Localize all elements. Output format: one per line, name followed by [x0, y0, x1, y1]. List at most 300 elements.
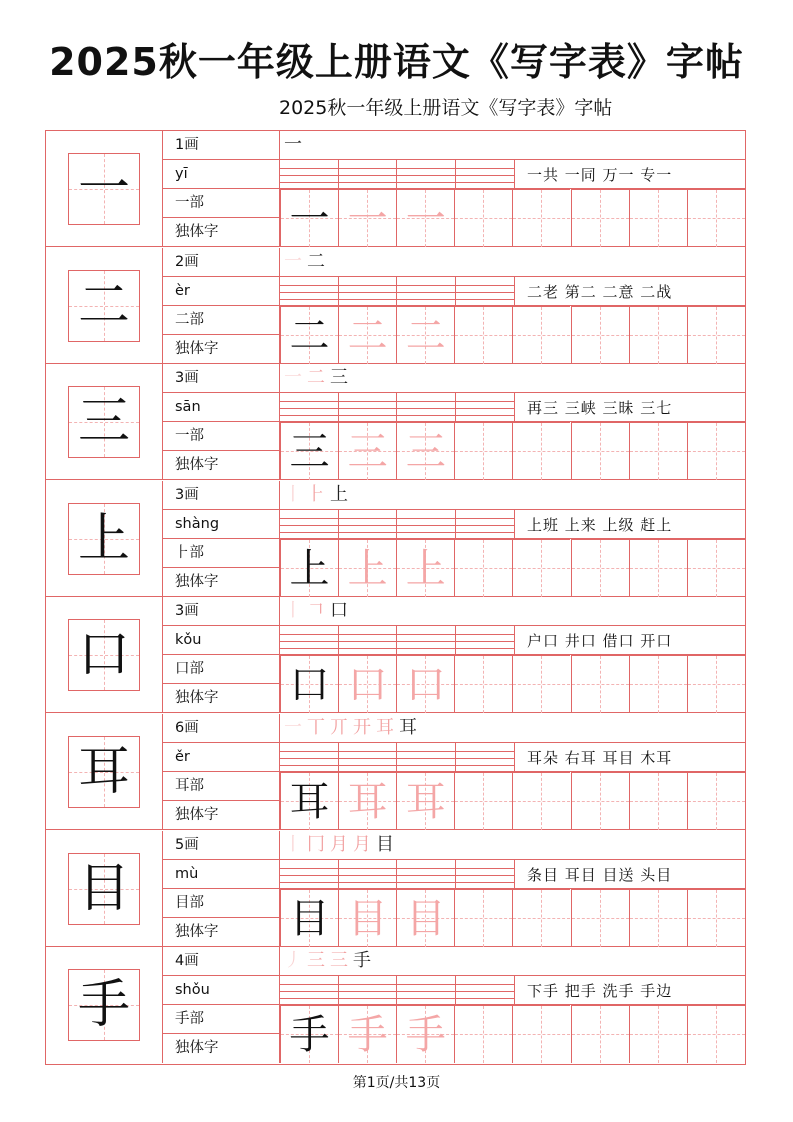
practice-box [338, 422, 396, 480]
pinyin-label: mù [163, 860, 279, 889]
guide-line [600, 773, 601, 830]
practice-box [629, 772, 687, 830]
pinyin-divider [455, 743, 456, 772]
pinyin-label: sān [163, 393, 279, 422]
stroke-step: 丨 [284, 600, 302, 622]
practice-box [687, 306, 745, 364]
tracing-character: 耳 [347, 779, 388, 825]
stroke-order-band [280, 831, 745, 860]
stroke-count: 4画 [163, 947, 279, 976]
structure-label: 独体字 [175, 224, 219, 240]
stroke-count: 3画 [163, 364, 279, 393]
word-examples: 再三 三峡 三昧 三七 [514, 393, 745, 422]
character-info [163, 714, 280, 830]
pinyin-line [280, 984, 514, 985]
practice-box [571, 1005, 629, 1063]
sample-character: 三 [289, 429, 330, 476]
structure-label: 独体字 [175, 457, 219, 474]
tianzige-box [68, 503, 140, 575]
guide-line [600, 540, 601, 597]
stroke-order-band [280, 714, 745, 743]
stroke-order-band [280, 947, 745, 976]
character-row [46, 831, 745, 947]
pinyin-line [280, 868, 514, 869]
copybook-table [45, 130, 746, 1065]
guide-line [716, 190, 717, 247]
pinyin-line [280, 758, 514, 759]
model-character-cell [46, 597, 163, 713]
word-examples: 耳朵 右耳 耳目 木耳 [514, 743, 745, 772]
model-character-cell [46, 364, 163, 480]
guide-line [600, 307, 601, 364]
tracing-character: 口 [347, 662, 388, 709]
stroke-order-band [280, 131, 745, 160]
word-examples: 条目 耳目 目送 头目 [514, 860, 745, 889]
pinyin-line [280, 299, 514, 300]
pinyin-divider [338, 743, 339, 772]
character-row [46, 481, 745, 597]
stroke-step: 𠃍 [307, 600, 325, 622]
tracing-character: 口 [405, 662, 446, 709]
practice-box [396, 189, 454, 247]
practice-box [280, 306, 338, 364]
pinyin-line [280, 182, 514, 183]
model-character: 目 [77, 858, 130, 919]
practice-box [512, 655, 570, 713]
stroke-step: 一 [284, 250, 302, 272]
pinyin-line [280, 751, 514, 752]
pinyin-divider [455, 860, 456, 889]
guide-line [600, 656, 601, 713]
stroke-step: 耳 [376, 717, 394, 738]
practice-box [338, 539, 396, 597]
structure-label: 独体字 [175, 690, 219, 707]
model-character: 耳 [77, 742, 130, 802]
pinyin-label: ěr [163, 743, 279, 772]
practice-box [687, 539, 745, 597]
practice-box [571, 306, 629, 364]
stroke-step: 丨 [284, 833, 302, 855]
practice-box [629, 539, 687, 597]
tianzige-box [68, 619, 140, 691]
pinyin-line [280, 882, 514, 883]
sample-character: 耳 [289, 779, 330, 825]
practice-box [687, 772, 745, 830]
tracing-character: 手 [405, 1012, 446, 1059]
practice-box [396, 306, 454, 364]
tracing-character: 目 [405, 895, 446, 942]
practice-box [454, 189, 512, 247]
word-examples: 户口 井口 借口 开口 [514, 626, 745, 655]
practice-box [280, 422, 338, 480]
guide-line [483, 773, 484, 830]
practice-box [454, 1005, 512, 1063]
practice-box [396, 539, 454, 597]
practice-box [280, 189, 338, 247]
pinyin-divider [455, 976, 456, 1005]
practice-box [512, 889, 570, 947]
practice-box [512, 1005, 570, 1063]
guide-line [483, 423, 484, 480]
tianzige-box [68, 153, 140, 225]
word-examples: 下手 把手 洗手 手边 [514, 976, 745, 1005]
pinyin-writing-lines [280, 393, 514, 422]
model-character-cell [46, 831, 163, 947]
practice-box [338, 655, 396, 713]
tracing-character: 手 [347, 1012, 388, 1059]
pinyin-divider [455, 510, 456, 539]
pinyin-divider [396, 976, 397, 1005]
guide-line [541, 307, 542, 364]
guide-line [716, 656, 717, 713]
pinyin-divider [455, 393, 456, 422]
practice-box [512, 539, 570, 597]
page-subtitle: 2025秋一年级上册语文《写字表》字帖 [279, 97, 613, 119]
practice-box [687, 422, 745, 480]
guide-line [483, 656, 484, 713]
practice-box [280, 1005, 338, 1063]
tianzige-box [68, 853, 140, 925]
model-character: 二 [77, 275, 130, 336]
guide-line [541, 540, 542, 597]
pinyin-divider [396, 860, 397, 889]
stroke-step: 二 [307, 250, 325, 272]
guide-line [716, 773, 717, 830]
guide-line [600, 1006, 601, 1063]
pinyin-line [280, 168, 514, 169]
sample-character: 二 [289, 312, 330, 359]
stroke-count: 3画 [163, 597, 279, 626]
practice-box [280, 539, 338, 597]
radical-label: ⺊部 [163, 539, 279, 568]
practice-box [280, 772, 338, 830]
guide-line [658, 1006, 659, 1063]
pinyin-line [280, 525, 514, 526]
stroke-step: ⺊ [307, 483, 325, 505]
practice-box [338, 889, 396, 947]
practice-box [512, 306, 570, 364]
practice-box [687, 655, 745, 713]
structure-label: 独体字 [175, 807, 219, 823]
character-row [46, 714, 745, 830]
guide-line [483, 1006, 484, 1063]
practice-box [629, 1005, 687, 1063]
guide-line [541, 773, 542, 830]
pinyin-divider [396, 743, 397, 772]
page-footer: 第1页/共13页 [352, 1075, 441, 1091]
word-examples: 二老 第二 二意 二战 [514, 277, 745, 306]
practice-box [571, 772, 629, 830]
tracing-character: 一 [347, 196, 388, 242]
sample-character: 上 [289, 545, 330, 592]
practice-box [687, 189, 745, 247]
structure-label: 独体字 [175, 1040, 219, 1057]
stroke-step: 三 [330, 950, 348, 972]
guide-line [658, 423, 659, 480]
character-info [163, 947, 280, 1063]
pinyin-line [280, 641, 514, 642]
guide-line [541, 890, 542, 947]
pinyin-divider [396, 626, 397, 655]
tianzige-box [68, 736, 140, 808]
practice-box [280, 655, 338, 713]
tianzige-box [68, 969, 140, 1041]
practice-box [454, 539, 512, 597]
practice-box [338, 189, 396, 247]
character-info [163, 831, 280, 947]
tracing-character: 上 [347, 545, 388, 592]
radical-label: 一部 [163, 189, 279, 218]
model-character-cell [46, 131, 163, 247]
stroke-count: 3画 [163, 481, 279, 510]
pinyin-divider [338, 976, 339, 1005]
practice-box [338, 1005, 396, 1063]
practice-box [454, 889, 512, 947]
guide-line [541, 190, 542, 247]
stroke-order-band [280, 364, 745, 393]
word-examples: 上班 上来 上级 赶上 [514, 510, 745, 539]
stroke-step: 丌 [330, 717, 348, 738]
pinyin-line [280, 292, 514, 293]
guide-line [716, 423, 717, 480]
practice-box [687, 889, 745, 947]
page-title: 2025秋一年级上册语文《写字表》字帖 [49, 40, 744, 84]
guide-line [658, 540, 659, 597]
pinyin-divider [338, 160, 339, 189]
radical-label: 目部 [163, 889, 279, 918]
model-character-cell [46, 947, 163, 1063]
character-row [46, 947, 745, 1063]
practice-box [629, 889, 687, 947]
guide-line [600, 423, 601, 480]
radical-label: 口部 [163, 655, 279, 684]
character-info [163, 597, 280, 713]
model-character-cell [46, 248, 163, 364]
tracing-character: 上 [405, 545, 446, 592]
sample-character: 目 [289, 895, 330, 942]
pinyin-line [280, 875, 514, 876]
practice-box [454, 422, 512, 480]
guide-line [658, 656, 659, 713]
pinyin-line [280, 408, 514, 409]
guide-line [658, 307, 659, 364]
pinyin-label: èr [163, 277, 279, 306]
structure-label: 独体字 [175, 923, 219, 940]
guide-line [483, 190, 484, 247]
tracing-character: 二 [347, 312, 388, 359]
guide-line [541, 1006, 542, 1063]
stroke-step: 口 [330, 600, 348, 622]
pinyin-divider [338, 510, 339, 539]
guide-line [541, 656, 542, 713]
pinyin-divider [396, 393, 397, 422]
stroke-step: 二 [307, 367, 325, 389]
pinyin-line [280, 634, 514, 635]
practice-box [396, 655, 454, 713]
practice-box [338, 772, 396, 830]
structure-label: 独体字 [175, 573, 219, 590]
practice-box [571, 889, 629, 947]
pinyin-writing-lines [280, 743, 514, 772]
sample-character: 口 [289, 662, 330, 709]
pinyin-line [280, 285, 514, 286]
practice-box [571, 189, 629, 247]
guide-line [658, 190, 659, 247]
guide-line [483, 307, 484, 364]
pinyin-label: kǒu [163, 626, 279, 655]
stroke-step: 一 [284, 367, 302, 389]
stroke-step: 冂 [307, 833, 325, 855]
practice-box [512, 772, 570, 830]
pinyin-divider [455, 277, 456, 306]
character-info [163, 248, 280, 364]
tracing-character: 目 [347, 895, 388, 942]
pinyin-line [280, 401, 514, 402]
character-row [46, 131, 745, 247]
stroke-step: 一 [284, 134, 302, 155]
model-character: 手 [77, 975, 130, 1036]
guide-line [658, 773, 659, 830]
guide-line [600, 890, 601, 947]
pinyin-line [280, 998, 514, 999]
practice-box [396, 772, 454, 830]
stroke-count: 6画 [163, 714, 279, 743]
stroke-step: 三 [307, 950, 325, 972]
stroke-step: 月 [353, 833, 371, 855]
model-character: 上 [77, 508, 130, 569]
character-info [163, 364, 280, 480]
stroke-step: 丿 [284, 950, 302, 972]
pinyin-writing-lines [280, 976, 514, 1005]
practice-box [687, 1005, 745, 1063]
guide-line [658, 890, 659, 947]
practice-box [629, 422, 687, 480]
model-character: 一 [77, 159, 130, 219]
pinyin-line [280, 648, 514, 649]
guide-line [541, 423, 542, 480]
pinyin-label: yī [163, 160, 279, 189]
tianzige-box [68, 270, 140, 342]
pinyin-writing-lines [280, 160, 514, 189]
practice-box [512, 422, 570, 480]
radical-label: 一部 [163, 422, 279, 451]
stroke-step: 手 [353, 950, 371, 972]
stroke-step: 月 [330, 833, 348, 855]
structure-label: 独体字 [175, 340, 219, 357]
pinyin-writing-lines [280, 860, 514, 889]
tracing-character: 三 [347, 429, 388, 476]
practice-box [280, 889, 338, 947]
pinyin-line [280, 415, 514, 416]
guide-line [716, 890, 717, 947]
stroke-step: 上 [330, 483, 348, 505]
stroke-step: 一 [284, 717, 302, 738]
pinyin-line [280, 532, 514, 533]
sample-character: 手 [289, 1012, 330, 1059]
guide-line [483, 540, 484, 597]
model-character: 口 [77, 625, 130, 686]
character-info [163, 481, 280, 597]
character-row [46, 364, 745, 480]
tracing-character: 三 [405, 429, 446, 476]
pinyin-label: shàng [163, 510, 279, 539]
practice-box [629, 655, 687, 713]
pinyin-writing-lines [280, 626, 514, 655]
tracing-character: 二 [405, 312, 446, 359]
stroke-step: 目 [376, 833, 394, 855]
pinyin-divider [338, 277, 339, 306]
practice-box [571, 655, 629, 713]
guide-line [716, 540, 717, 597]
stroke-step: 耳 [399, 717, 417, 738]
pinyin-line [280, 765, 514, 766]
pinyin-writing-lines [280, 277, 514, 306]
practice-box [396, 1005, 454, 1063]
model-character-cell [46, 481, 163, 597]
model-character: 三 [77, 392, 130, 453]
model-character-cell [46, 714, 163, 830]
practice-box [396, 422, 454, 480]
guide-line [716, 307, 717, 364]
stroke-count: 1画 [163, 131, 279, 160]
stroke-order-band [280, 248, 745, 277]
radical-label: 二部 [163, 306, 279, 335]
pinyin-divider [396, 510, 397, 539]
practice-box [571, 422, 629, 480]
character-info [163, 131, 280, 247]
guide-line [600, 190, 601, 247]
stroke-count: 2画 [163, 248, 279, 277]
radical-label: 耳部 [163, 772, 279, 801]
practice-box [454, 306, 512, 364]
character-row [46, 248, 745, 364]
character-row [46, 597, 745, 713]
stroke-step: 开 [353, 717, 371, 738]
pinyin-divider [396, 277, 397, 306]
sample-character: 一 [289, 196, 330, 242]
pinyin-writing-lines [280, 510, 514, 539]
pinyin-divider [338, 860, 339, 889]
stroke-order-band [280, 481, 745, 510]
stroke-order-band [280, 597, 745, 626]
practice-box [396, 889, 454, 947]
radical-label: 手部 [163, 1005, 279, 1034]
practice-box [338, 306, 396, 364]
pinyin-divider [338, 626, 339, 655]
pinyin-line [280, 991, 514, 992]
tracing-character: 一 [405, 196, 446, 242]
pinyin-divider [396, 160, 397, 189]
pinyin-divider [338, 393, 339, 422]
stroke-step: 丅 [307, 717, 325, 738]
practice-box [629, 306, 687, 364]
pinyin-divider [455, 626, 456, 655]
guide-line [483, 890, 484, 947]
tracing-character: 耳 [405, 779, 446, 825]
stroke-count: 5画 [163, 831, 279, 860]
pinyin-divider [455, 160, 456, 189]
pinyin-line [280, 175, 514, 176]
stroke-step: 三 [330, 367, 348, 389]
pinyin-label: shǒu [163, 976, 279, 1005]
practice-box [454, 772, 512, 830]
practice-box [571, 539, 629, 597]
practice-box [512, 189, 570, 247]
pinyin-line [280, 518, 514, 519]
stroke-step: 丨 [284, 483, 302, 505]
word-examples: 一共 一同 万一 专一 [514, 160, 745, 189]
practice-box [629, 189, 687, 247]
